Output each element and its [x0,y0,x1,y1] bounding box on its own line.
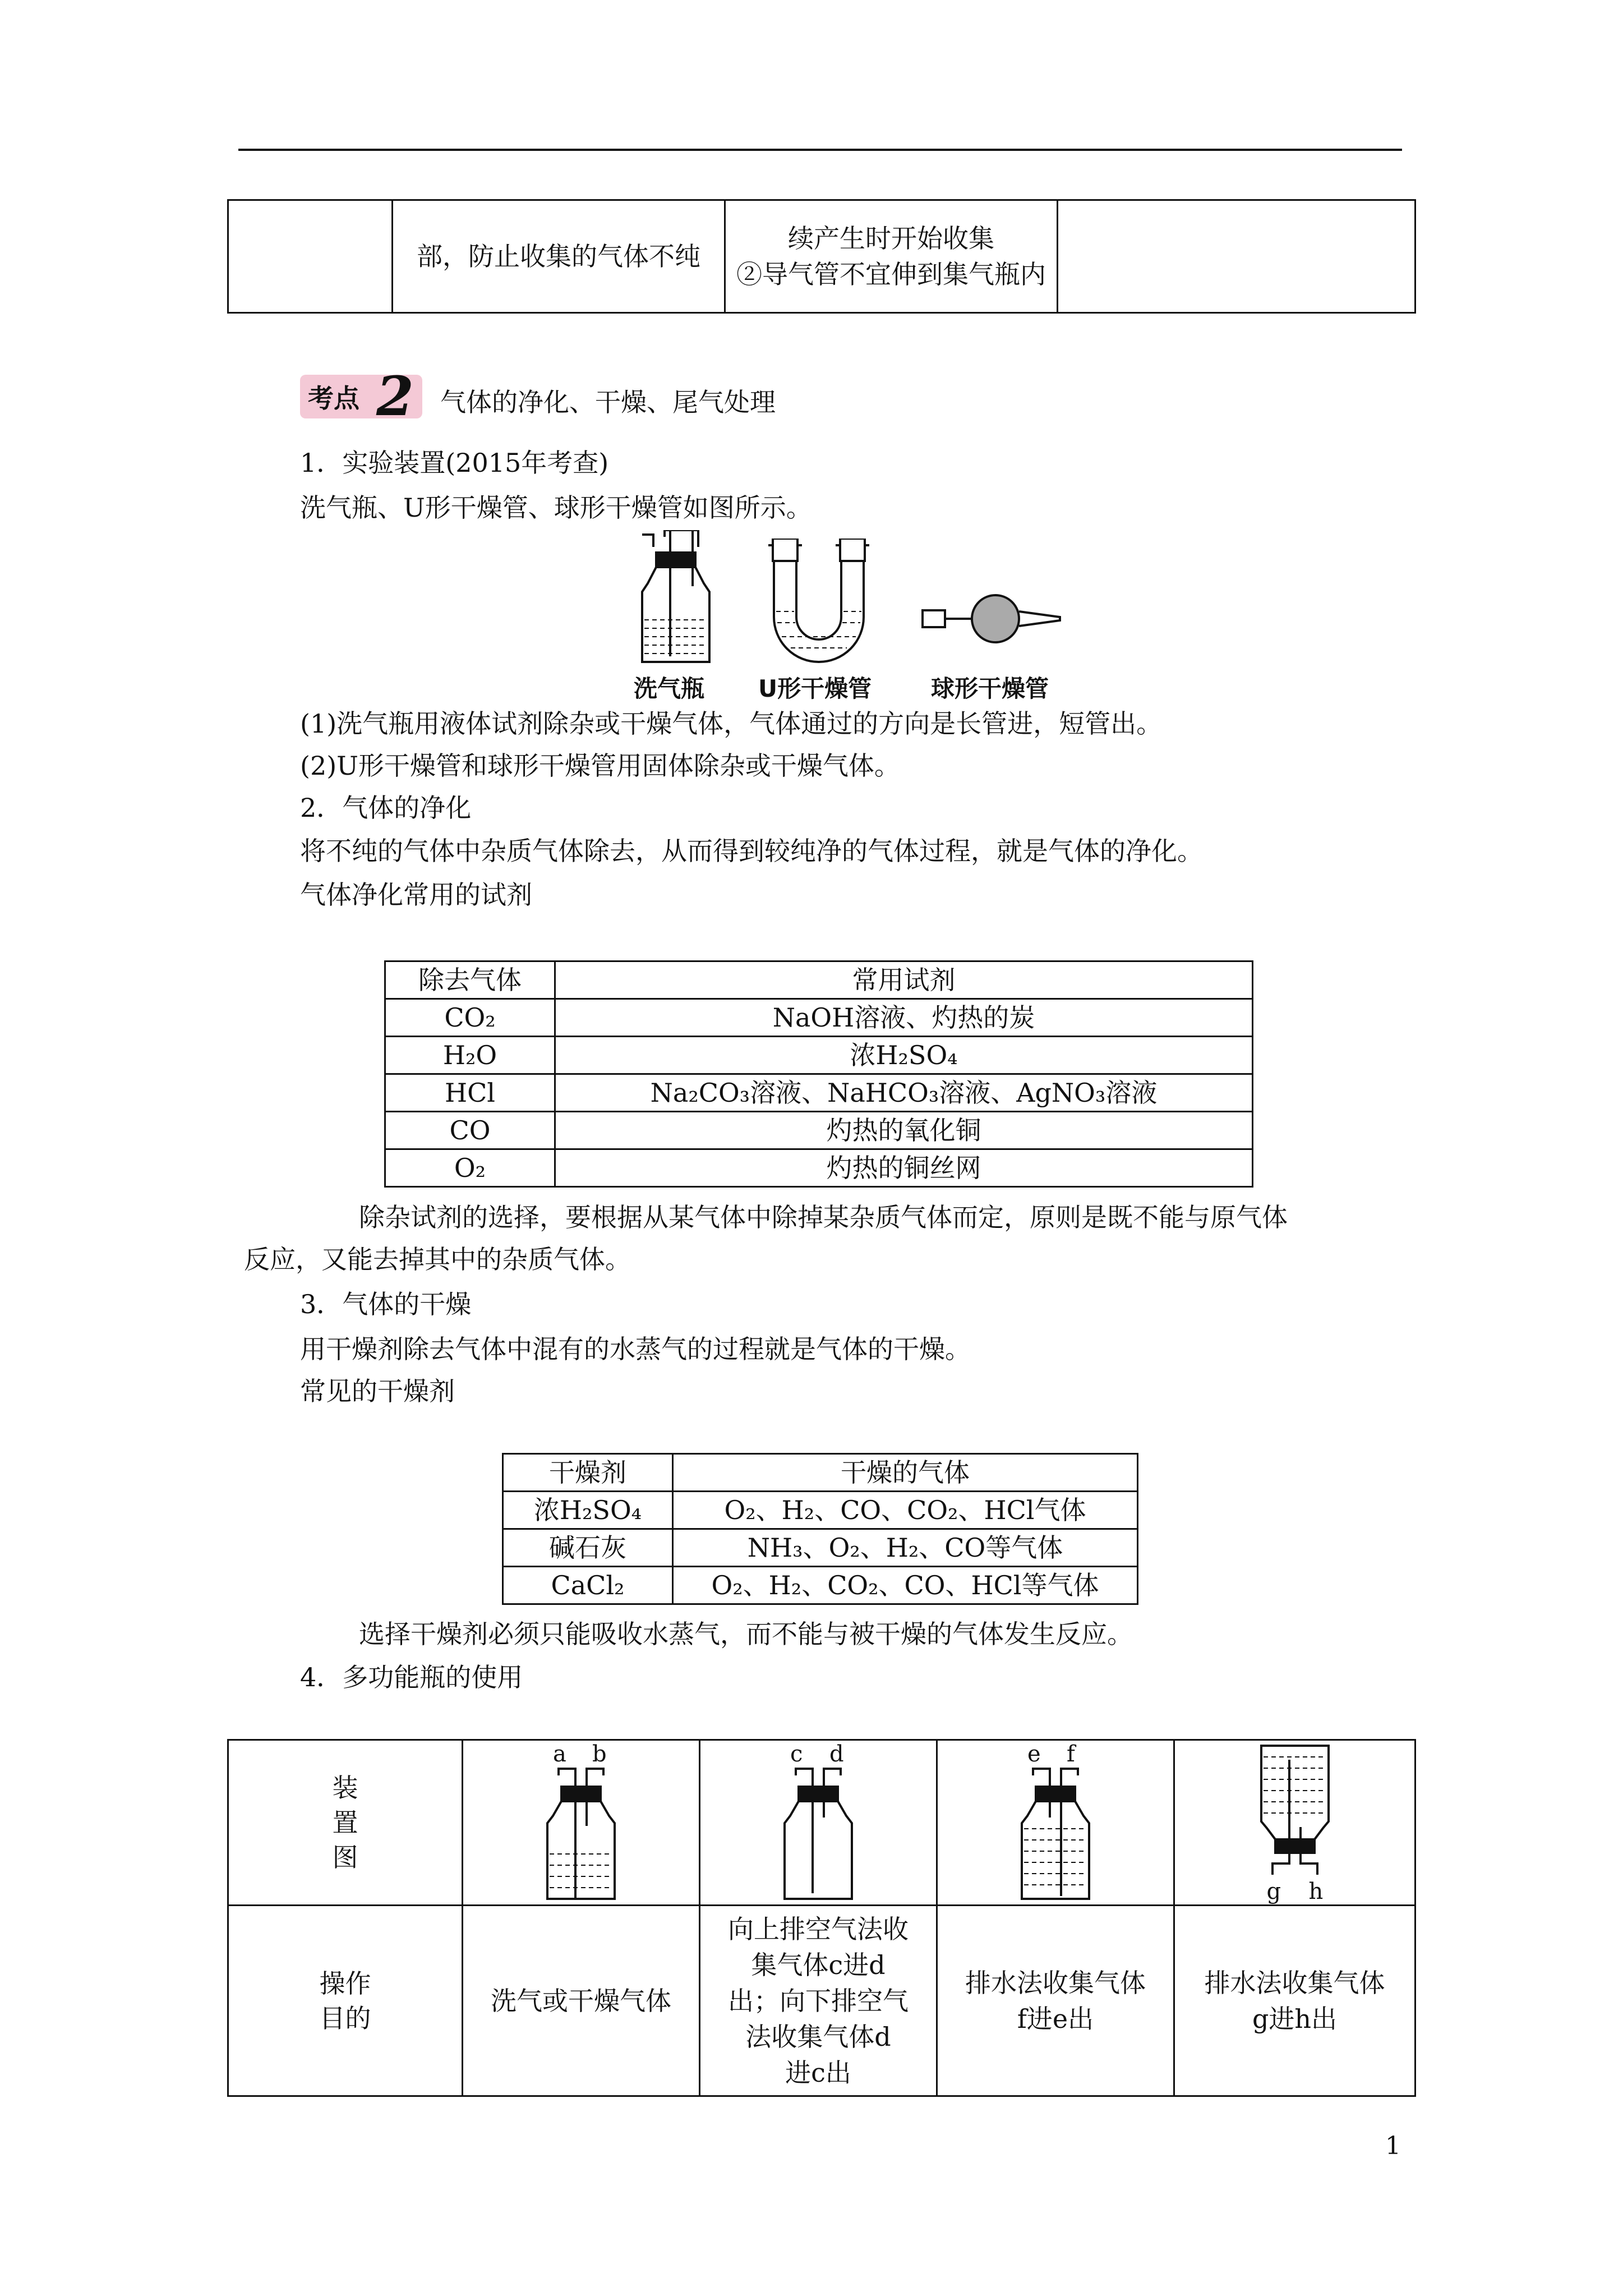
purpose-cell: 向上排空气法收 集气体c进d 出；向下排空气 法收集气体d 进c出 [700,1906,937,2096]
tube-label-f: f [1067,1741,1075,1767]
table-cell: O₂、H₂、CO、CO₂、HCl气体 [673,1492,1138,1529]
section-title: 气体的净化、干燥、尾气处理 [440,387,776,417]
purpose-cell: 排水法收集气体 f进e出 [937,1906,1174,2096]
table-cell: 续产生时开始收集 ②导气管不宜伸到集气瓶内 [725,200,1058,313]
badge-number: 2 [376,365,414,428]
purpose-cell: 洗气或干燥气体 [463,1906,700,2096]
table-cell: CO₂ [385,999,555,1037]
table-header-row [503,1454,1138,1492]
table-cell: NaOH溶液、灼热的炭 [555,999,1253,1037]
desiccant-table [502,1453,1138,1605]
paragraph: (2)U形干燥管和球形干燥管用固体除杂或干燥气体。 [300,751,900,781]
wash-bottle-icon [536,1764,626,1902]
table-row [228,1740,1415,1906]
paragraph: 洗气瓶、U形干燥管、球形干燥管如图所示。 [300,493,812,523]
tube-label-e: e [1027,1741,1041,1767]
u-tube-illustration [763,539,875,668]
paragraph: 选择干燥剂必须只能吸收水蒸气，而不能与被干燥的气体发生反应。 [359,1619,1133,1649]
row-label-apparatus: 装 置 图 [228,1740,463,1906]
table-header-row [385,961,1253,999]
tube-label-b: b [592,1741,607,1767]
table-header: 除去气体 [385,961,555,999]
table-cell: 浓H₂SO₄ [503,1492,673,1529]
table-row [385,999,1253,1037]
page-number: 1 [1385,2132,1401,2160]
table-header: 干燥剂 [503,1454,673,1492]
table-cell [228,200,393,313]
table-cell: 灼热的铜丝网 [555,1149,1253,1187]
purification-table [384,960,1253,1188]
table-cell: O₂ [385,1149,555,1187]
table-cell: H₂O [385,1037,555,1074]
paragraph: 反应，又能去掉其中的杂质气体。 [244,1244,631,1274]
ball-tube-illustration [920,589,1066,651]
apparatus-cell-ab [463,1740,700,1906]
purpose-cell: 排水法收集气体 g进h出 [1174,1906,1415,2096]
caption-u-tube: U形干燥管 [758,675,872,702]
table-row [385,1074,1253,1112]
table-row [503,1567,1138,1604]
table-cell: CaCl₂ [503,1567,673,1604]
paragraph: (1)洗气瓶用液体试剂除杂或干燥气体，气体通过的方向是长管进，短管出。 [300,708,1163,739]
section-badge [300,365,422,428]
paragraph: 将不纯的气体中杂质气体除去，从而得到较纯净的气体过程，就是气体的净化。 [300,836,1203,866]
tube-label-g: g [1266,1878,1281,1904]
wash-bottle-illustration [631,530,721,668]
table-header: 常用试剂 [555,961,1253,999]
top-table [227,199,1416,314]
heading-3: 3．气体的干燥 [300,1289,472,1319]
table-cell: CO [385,1112,555,1149]
table-cell: O₂、H₂、CO₂、CO、HCl等气体 [673,1567,1138,1604]
table-row [385,1112,1253,1149]
tube-label-c: c [790,1741,803,1767]
apparatus-cell-cd [700,1740,937,1906]
table-row [503,1529,1138,1567]
table-cell: Na₂CO₃溶液、NaHCO₃溶液、AgNO₃溶液 [555,1074,1253,1112]
header-rule [238,149,1402,151]
apparatus-cell-gh [1174,1740,1415,1906]
table-cell: 部，防止收集的气体不纯 [393,200,725,313]
table-row [503,1492,1138,1529]
caption-wash-bottle: 洗气瓶 [634,675,705,702]
row-label-purpose: 操作 目的 [228,1906,463,2096]
table-row [385,1037,1253,1074]
paragraph: 用干燥剂除去气体中混有的水蒸气的过程就是气体的干燥。 [300,1334,971,1364]
tube-label-a: a [553,1741,566,1767]
water-filled-bottle-icon [1011,1764,1100,1902]
paragraph: 常见的干燥剂 [300,1376,455,1406]
heading-1: 1．实验装置(2015年考查) [300,448,609,478]
paragraph: 气体净化常用的试剂 [300,880,532,910]
caption-ball-tube: 球形干燥管 [931,675,1049,702]
table-cell: 浓H₂SO₄ [555,1037,1253,1074]
table-cell: HCl [385,1074,555,1112]
tube-label-h: h [1308,1878,1324,1904]
tube-label-d: d [829,1741,844,1767]
table-cell: 碱石灰 [503,1529,673,1567]
table-cell: NH₃、O₂、H₂、CO等气体 [673,1529,1138,1567]
apparatus-cell-ef [937,1740,1174,1906]
heading-2: 2．气体的净化 [300,793,472,823]
table-header: 干燥的气体 [673,1454,1138,1492]
badge-label: 考点 [308,383,359,413]
table-cell: 灼热的氧化铜 [555,1112,1253,1149]
table-row [228,200,1415,313]
multi-bottle-table [227,1739,1416,2097]
heading-4: 4．多功能瓶的使用 [300,1662,523,1692]
table-row [228,1906,1415,2096]
paragraph: 除杂试剂的选择，要根据从某气体中除掉某杂质气体而定，原则是既不能与原气体 [359,1202,1288,1232]
table-row [385,1149,1253,1187]
table-cell [1058,200,1415,313]
inverted-bottle-icon [1250,1743,1340,1880]
air-collection-bottle-icon [773,1764,863,1902]
